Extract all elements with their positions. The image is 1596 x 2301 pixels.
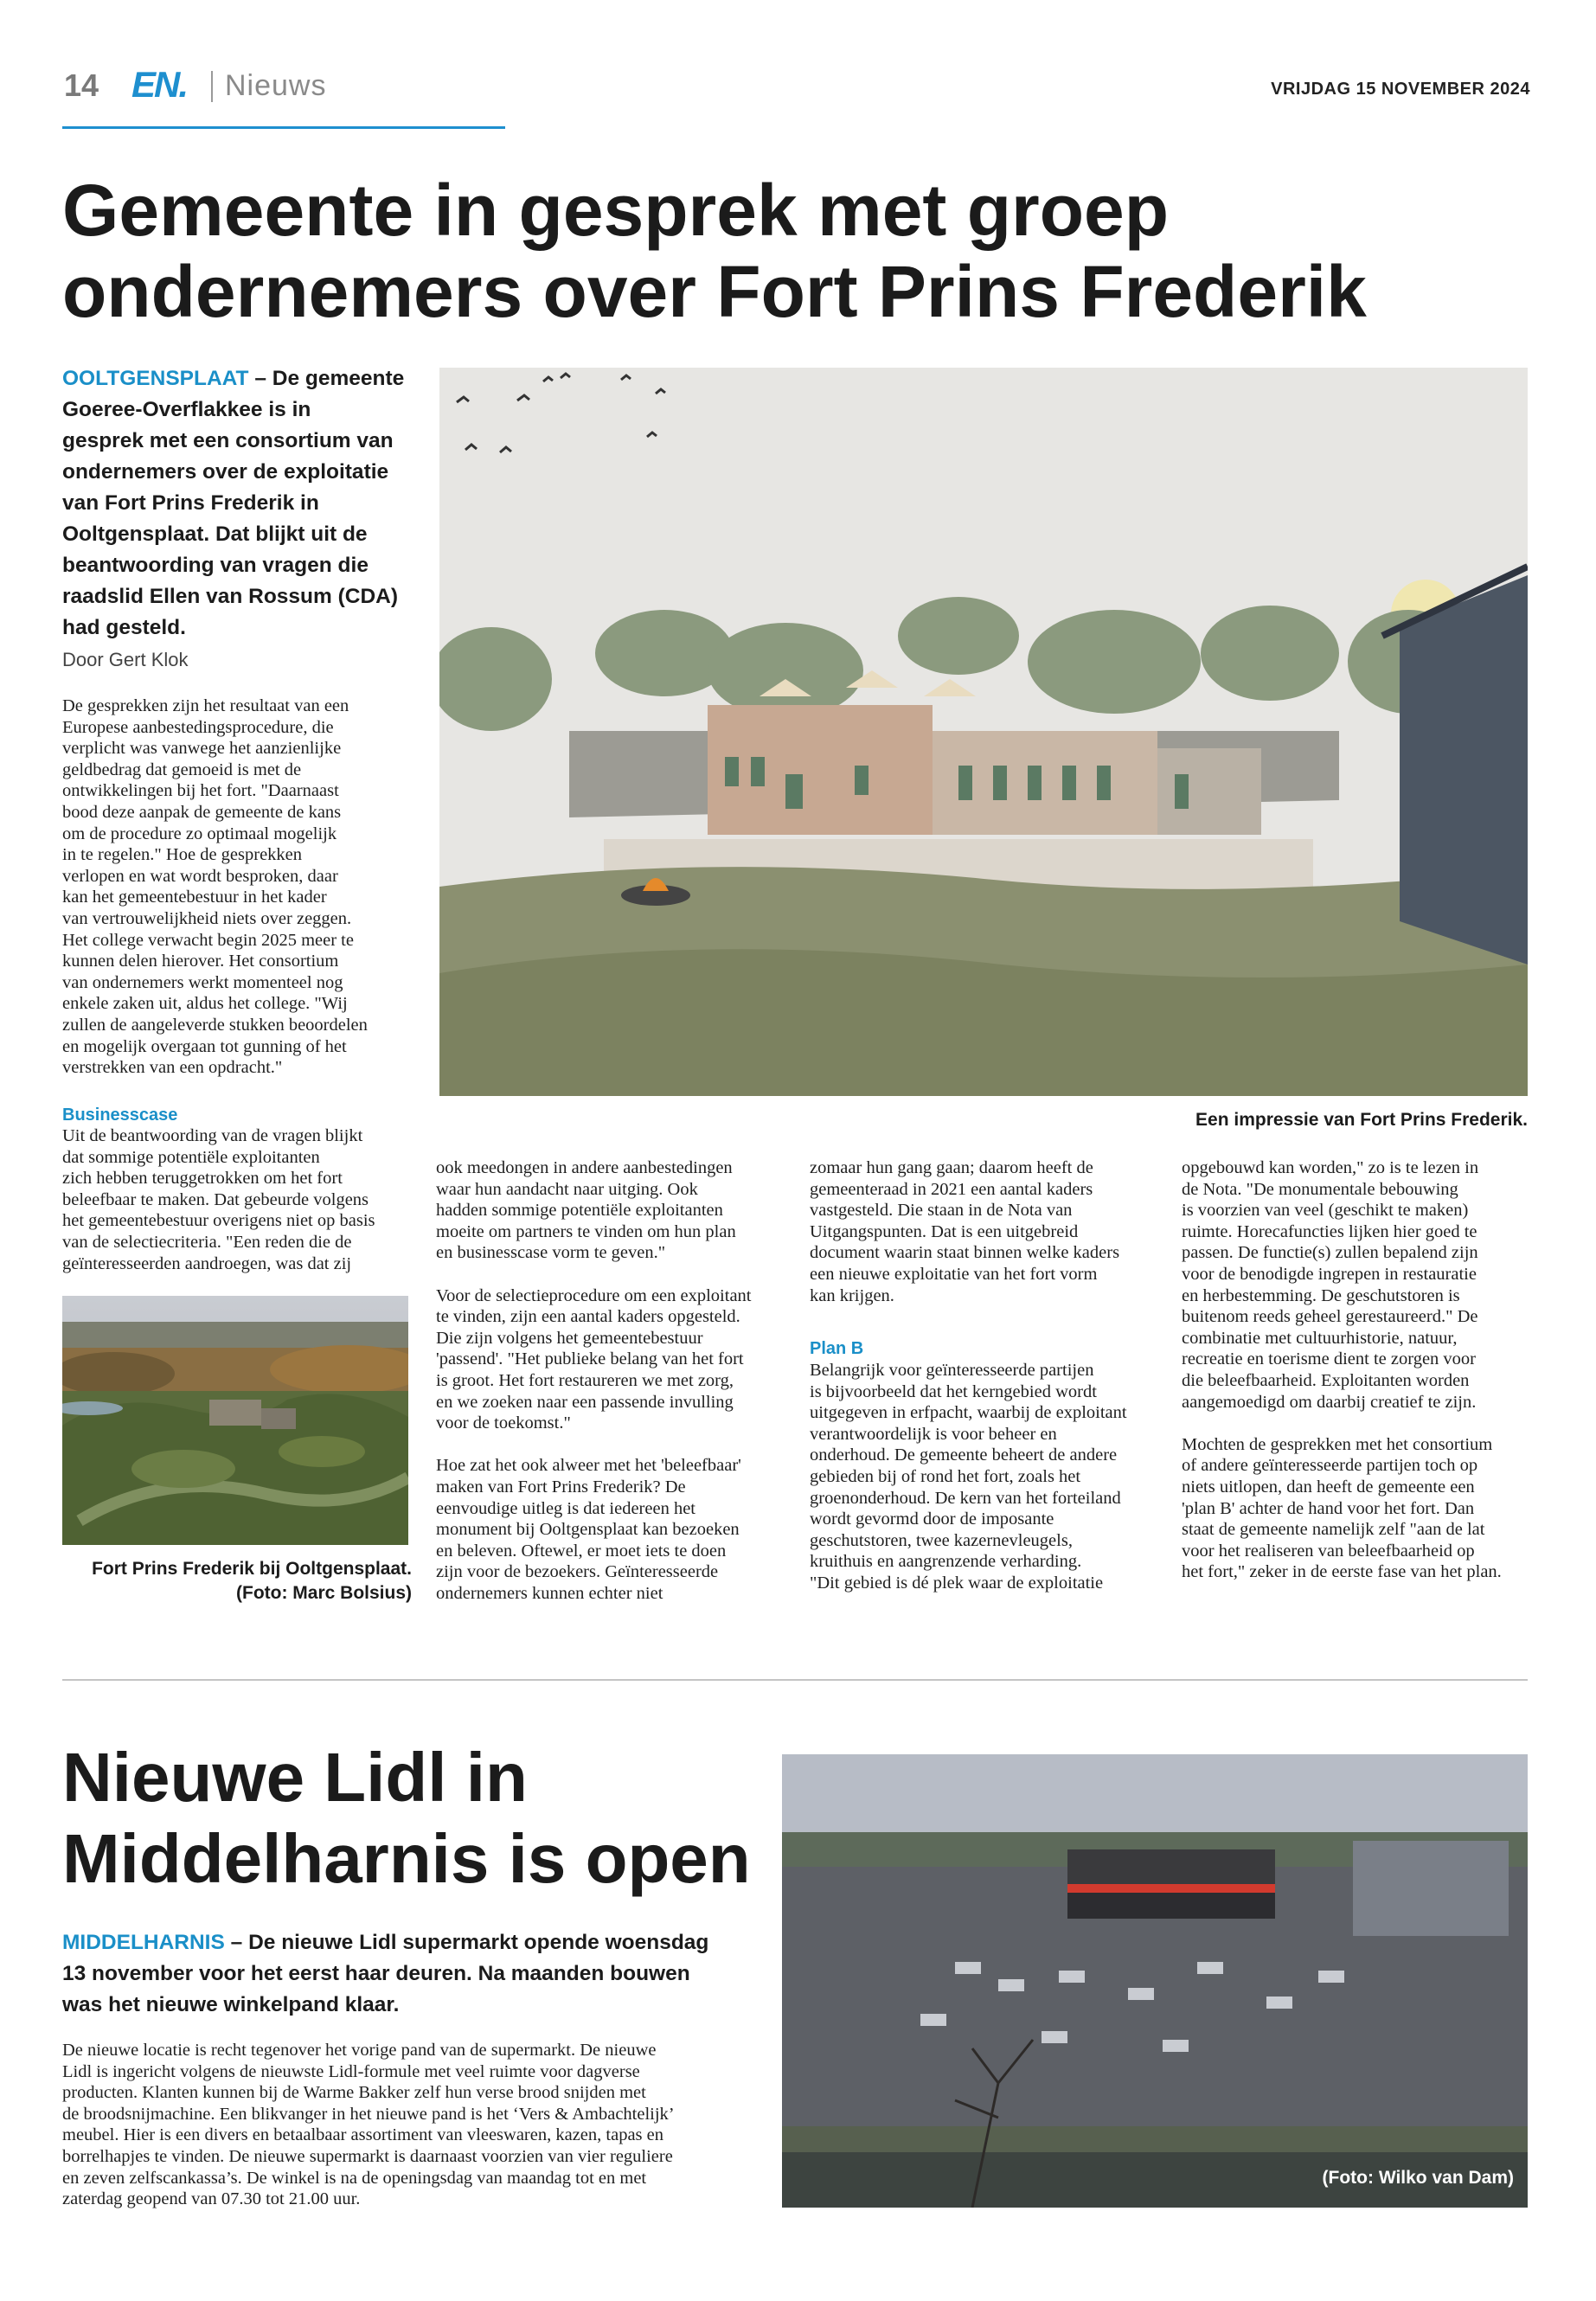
text-line: passen. De functie(s) zullen bepalend zijn — [1182, 1243, 1478, 1263]
text-line: Het college verwacht begin 2025 meer te — [62, 930, 354, 950]
text-line: Die zijn volgens het gemeentebestuur — [436, 1328, 703, 1348]
text-line: ontwikkelingen bij het fort. "Daarnaast — [62, 781, 339, 801]
text-line: en beleven. Oftewel, er moet iets te doen — [436, 1541, 727, 1561]
text-line: bood deze aanpak de gemeente de kans — [62, 802, 342, 822]
text-line: Lidl is ingericht volgens de nieuwste Lidl-formule met veel ruimte voor dagverse — [62, 2061, 640, 2081]
text-line: buitenom reeds geheel gerestaureerd." De — [1182, 1307, 1478, 1327]
text-line: eenvoudige uitleg is dat iedereen het — [436, 1498, 695, 1518]
lead-line: raadslid Ellen van Rossum (CDA) — [62, 585, 399, 608]
text-line: niets uitlopen, dan heeft de gemeente een — [1182, 1477, 1475, 1497]
lidl-store-photo — [782, 1754, 1528, 2208]
text-line: borrelhapjes te vinden. De nieuwe supermarkt is daarnaast voorzien van vier reguliere — [62, 2146, 673, 2166]
lead-line: van Fort Prins Frederik in — [62, 491, 319, 515]
lead-line: beantwoording van vragen die — [62, 554, 369, 577]
lead-line: – De gemeente — [254, 367, 405, 390]
text-line: te vinden, zijn een aantal kaders opgesteld. — [436, 1307, 740, 1327]
text-line: enkele zaken uit, aldus het college. "Wij — [62, 994, 348, 1014]
headline-line: Middelharnis is open — [62, 1820, 751, 1897]
text-line: maken van Fort Prins Frederik? De — [436, 1477, 686, 1497]
text-line: Mochten de gesprekken met het consortium — [1182, 1434, 1493, 1454]
text-line — [436, 1264, 799, 1285]
issue-date: VRIJDAG 15 NOVEMBER 2024 — [1271, 80, 1530, 99]
text-line: geïnteresseerden aandroegen, was dat zij — [62, 1253, 352, 1273]
text-line: zich hebben teruggetrokken om het fort — [62, 1169, 343, 1189]
text-line: en herbestemming. De geschutstoren is — [1182, 1285, 1460, 1305]
text-line: zullen de aangeleverde stukken beoordelen — [62, 1015, 368, 1035]
text-line: gemeenteraad in 2021 een aantal kaders — [810, 1179, 1093, 1199]
text-line: kunnen delen hierover. Het consortium — [62, 952, 339, 971]
text-line: het fort," zeker in de eerste fase van het plan. — [1182, 1562, 1502, 1582]
text-line: opgebouwd kan worden," zo is te lezen in — [1182, 1158, 1479, 1177]
text-line: is groot. Het fort restaureren we met zorg, — [436, 1370, 734, 1390]
text-line: zijn voor de bezoekers. Geïnteresseerde — [436, 1562, 719, 1582]
text-line: geschutstoren, twee kazernevleugels, — [810, 1530, 1073, 1550]
text-line: en businesscase vorm te geven." — [436, 1243, 666, 1263]
caption-line: Fort Prins Frederik bij Ooltgensplaat. — [92, 1559, 412, 1579]
text-line: kan krijgen. — [810, 1285, 894, 1305]
text-line: Uitgangspunten. Dat is een uitgebreid — [810, 1221, 1079, 1241]
article1-column-1b — [62, 1125, 426, 1274]
subhead-businesscase: Businesscase — [62, 1106, 178, 1125]
main-image-caption: Een impressie van Fort Prins Frederik. — [1195, 1110, 1528, 1130]
text-line: de broodsnijmachine. Een blikvanger in het nieuwe pand is het ‘Vers & Ambachtelijk’ — [62, 2104, 675, 2124]
lead-line: ondernemers over de exploitatie — [62, 460, 389, 484]
text-line: zomaar hun gang gaan; daarom heeft de — [810, 1158, 1093, 1177]
caption-line: (Foto: Marc Bolsius) — [236, 1583, 412, 1603]
text-line: van ondernemers werkt momenteel nog — [62, 972, 343, 992]
lead-line: gesprek met een consortium van — [62, 429, 394, 452]
text-line: De nieuwe locatie is recht tegenover het vorige pand van de supermarkt. De nieuwe — [62, 2041, 657, 2060]
lead-line: Goeree-Overflakkee is in — [62, 398, 311, 421]
article1-column-3 — [810, 1157, 1173, 1306]
header-rule — [62, 126, 505, 129]
text-line: ondernemers kunnen echter niet — [436, 1583, 663, 1603]
text-line: verlopen en wat wordt besproken, daar — [62, 866, 338, 886]
fort-aerial-photo — [62, 1296, 408, 1545]
text-line: is bijvoorbeeld dat het kerngebied wordt — [810, 1381, 1097, 1401]
article1-column-1 — [62, 695, 426, 1079]
text-line: De gesprekken zijn het resultaat van een — [62, 696, 349, 715]
text-line: en mogelijk overgaan tot gunning of het — [62, 1036, 347, 1056]
text-line: Belangrijk voor geïnteresseerde partijen — [810, 1361, 1094, 1380]
article1-column-3b — [810, 1360, 1173, 1594]
text-line: verstrekken van een opdracht." — [62, 1058, 283, 1078]
text-line: Europese aanbestedingsprocedure, die — [62, 717, 334, 737]
text-line: "Dit gebied is dé plek waar de exploitatie — [810, 1573, 1104, 1593]
text-line: of andere geïnteresseerde partijen toch op — [1182, 1456, 1478, 1476]
text-line: van de selectiecriteria. "Een reden die de — [62, 1232, 352, 1252]
lead-line: 13 november voor het eerst haar deuren. Na maanden bouwen — [62, 1962, 690, 1985]
text-line: ruimte. Horecafuncties lijken hier goed te — [1182, 1221, 1477, 1241]
article1-headline — [62, 170, 1550, 332]
text-line: document waarin staat binnen welke kaders — [810, 1243, 1120, 1263]
text-line: de Nota. "De monumentale bebouwing — [1182, 1179, 1458, 1199]
text-line: Hoe zat het ook alweer met het 'beleefbaar' — [436, 1456, 741, 1476]
small-photo-caption — [62, 1557, 412, 1606]
text-line: van vertrouwelijkheid niets over zeggen. — [62, 908, 352, 928]
text-line: waar hun aandacht naar uitging. Ook — [436, 1179, 698, 1199]
text-line: staat de gemeente namelijk zelf "aan de lat — [1182, 1520, 1485, 1540]
lead-line: Ooltgensplaat. Dat blijkt uit de — [62, 522, 368, 546]
text-line: monument bij Ooltgensplaat kan bezoeken — [436, 1520, 740, 1540]
text-line: is voorzien van veel (geschikt te maken) — [1182, 1201, 1469, 1221]
text-line: Uit de beantwoording van de vragen blijkt — [62, 1126, 363, 1145]
text-line: beleefbaar te maken. Dat gebeurde volgens — [62, 1189, 369, 1209]
text-line: het gemeentebestuur overigens niet op basis — [62, 1211, 375, 1231]
text-line — [436, 1434, 799, 1456]
fort-impression-image — [439, 368, 1528, 1096]
text-line: hadden sommige potentiële exploitanten — [436, 1201, 723, 1221]
text-line: in te regelen." Hoe de gesprekken — [62, 845, 303, 865]
article2-lead — [62, 1927, 772, 2021]
text-line: uitgegeven in erfpacht, waarbij de exploitant — [810, 1403, 1127, 1423]
text-line: voor de toekomst." — [436, 1413, 571, 1433]
headline-line: ondernemers over Fort Prins Frederik — [62, 251, 1367, 332]
newspaper-logo: EN. — [131, 64, 188, 105]
lead-line: was het nieuwe winkelpand klaar. — [62, 1993, 400, 2016]
lead-line: – De nieuwe Lidl supermarkt opende woensdag — [230, 1931, 709, 1954]
text-line: meubel. Hier is een divers en betaalbaar assortiment van vleeswaren, kazen, tapas en — [62, 2125, 663, 2145]
text-line: 'plan B' achter de hand voor het fort. Dan — [1182, 1498, 1475, 1518]
lead-line: had gesteld. — [62, 616, 186, 639]
article2-body — [62, 2040, 789, 2210]
text-line: Voor de selectieprocedure om een exploitant — [436, 1285, 752, 1305]
text-line: vastgesteld. Die staan in de Nota van — [810, 1201, 1073, 1221]
dateline: OOLTGENSPLAAT — [62, 367, 249, 390]
text-line: kan het gemeentebestuur in het kader — [62, 888, 327, 907]
text-line: en we zoeken naar een passende invulling — [436, 1392, 734, 1412]
article-divider — [62, 1679, 1528, 1681]
page-number: 14 — [64, 67, 99, 103]
text-line: verantwoordelijk is voor beheer en — [810, 1424, 1057, 1444]
article2-headline — [62, 1737, 789, 1900]
text-line: groenonderhoud. De kern van het forteiland — [810, 1488, 1121, 1508]
text-line: zaterdag geopend van 07.30 tot 21.00 uur. — [62, 2189, 361, 2209]
section-label: Nieuws — [225, 69, 327, 102]
byline: Door Gert Klok — [62, 649, 189, 670]
subhead-plan-b: Plan B — [810, 1339, 864, 1358]
text-line: wordt gevormd door de imposante — [810, 1509, 1054, 1529]
text-line — [1182, 1413, 1545, 1434]
article1-lead — [62, 363, 417, 644]
text-line: aangemoedigd om daarbij creatief te zijn. — [1182, 1392, 1477, 1412]
text-line: onderhoud. De gemeente beheert de andere — [810, 1445, 1118, 1465]
text-line: recreatie en toerisme dient te zorgen voor — [1182, 1349, 1476, 1369]
dateline: MIDDELHARNIS — [62, 1931, 225, 1954]
text-line: voor de benodigde ingrepen in restauratie — [1182, 1264, 1477, 1284]
text-line: producten. Klanten kunnen bij de Warme Bakker zelf hun verse brood snijden met — [62, 2083, 646, 2103]
text-line: gebieden bij of rond het fort, zoals het — [810, 1466, 1081, 1486]
text-line: moeite om partners te vinden om hun plan — [436, 1221, 736, 1241]
header-separator — [211, 71, 213, 102]
text-line: die beleefbaarheid. Exploitanten worden — [1182, 1370, 1470, 1390]
text-line: voor het realiseren van beleefbaarheid op — [1182, 1541, 1475, 1561]
article1-column-2 — [436, 1157, 799, 1604]
text-line: combinatie met cultuurhistorie, natuur, — [1182, 1328, 1458, 1348]
headline-line: Nieuwe Lidl in — [62, 1739, 528, 1816]
text-line: dat sommige potentiële exploitanten — [62, 1147, 320, 1167]
text-line: kruithuis en aangrenzende verharding. — [810, 1552, 1082, 1572]
lidl-photo-credit: (Foto: Wilko van Dam) — [1322, 2168, 1514, 2188]
headline-line: Gemeente in gesprek met groep — [62, 170, 1170, 251]
text-line: geldbedrag dat gemoeid is met de — [62, 760, 302, 779]
text-line: om de procedure zo optimaal mogelijk — [62, 824, 337, 843]
text-line: en zeven zelfscankassa’s. De winkel is na de openingsdag van maandag tot en met — [62, 2168, 647, 2188]
text-line: verplicht was vanwege het aanzienlijke — [62, 739, 342, 759]
text-line: een nieuwe exploitatie van het fort vorm — [810, 1264, 1098, 1284]
text-line: 'passend'. "Het publieke belang van het fort — [436, 1349, 744, 1369]
article1-column-4 — [1182, 1157, 1545, 1583]
text-line: ook meedongen in andere aanbestedingen — [436, 1158, 733, 1177]
